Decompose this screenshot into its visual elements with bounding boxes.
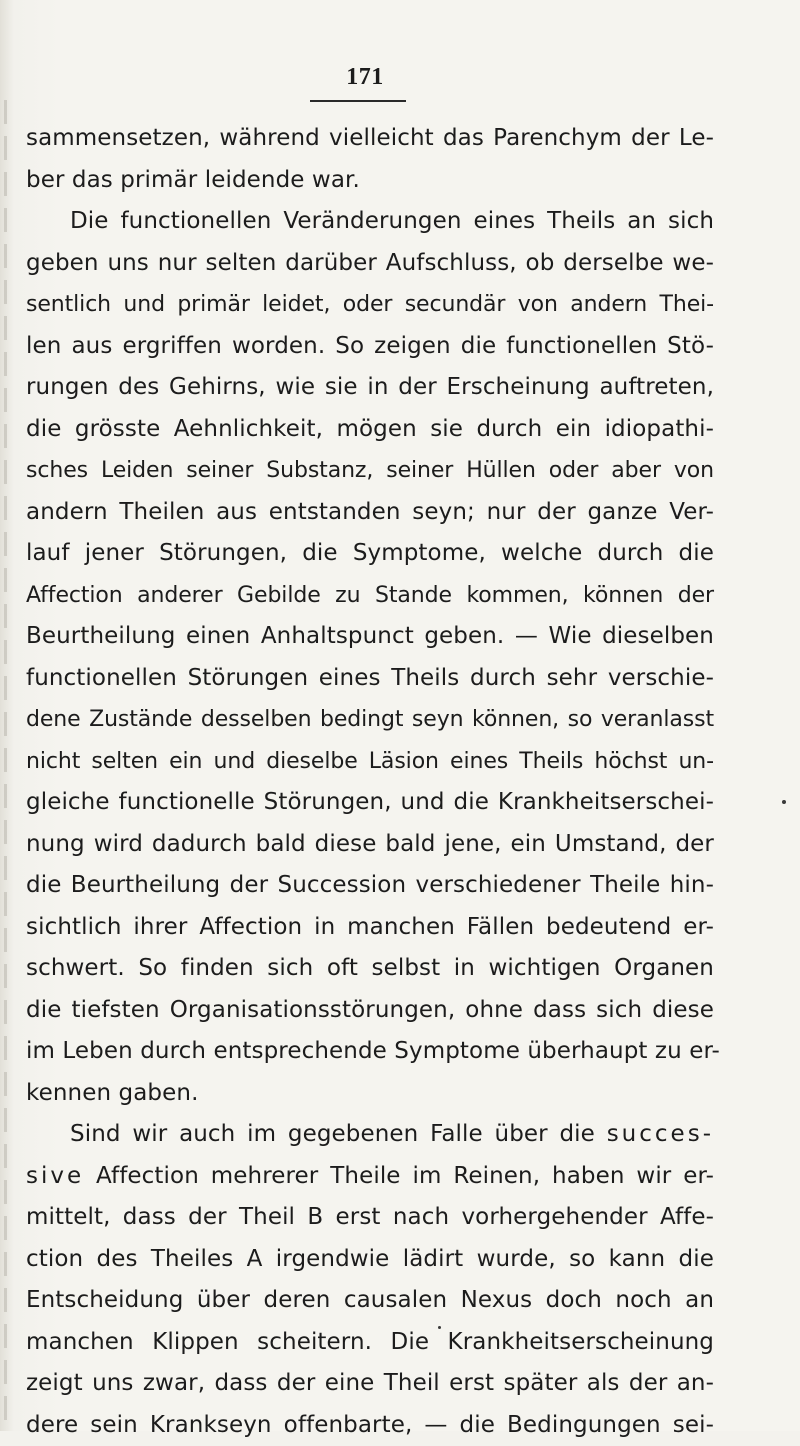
text-line: dene Zustände desselben bedingt seyn können, so veranlasst: [26, 699, 714, 741]
text-line: andern Theilen aus entstanden seyn; nur der ganze Ver-: [26, 492, 714, 534]
text-line: [26, 1114, 714, 1156]
text-span: Sind wir auch im gegebenen Falle über die: [70, 1121, 607, 1147]
text-line: Die functionellen Veränderungen eines Theils an sich: [26, 201, 714, 243]
text-line: die tiefsten Organisationsstörungen, ohne dass sich diese: [26, 990, 714, 1032]
text-line: manchen Klippen scheitern. Die Krankheitserscheinung: [26, 1322, 714, 1364]
text-line: lauf jener Störungen, die Symptome, welche durch die: [26, 533, 714, 575]
text-line: nung wird dadurch bald diese bald jene, ein Umstand, der: [26, 824, 714, 866]
text-line: sches Leiden seiner Substanz, seiner Hüllen oder aber von: [26, 450, 714, 492]
text-line: functionellen Störungen eines Theils durch sehr verschie-: [26, 658, 714, 700]
spaced-emphasis: succes-: [607, 1121, 714, 1147]
text-line: ber das primär leidende war.: [26, 160, 714, 202]
text-line: kennen gaben.: [26, 1073, 714, 1115]
page-number: 171: [330, 64, 400, 91]
text-line: sichtlich ihrer Affection in manchen Fällen bedeutend er-: [26, 907, 714, 949]
text-span: Affection mehrerer Theile im Reinen, haben wir er-: [84, 1163, 714, 1189]
spaced-emphasis: sive: [26, 1163, 84, 1189]
text-line: sammensetzen, während vielleicht das Parenchym der Le-: [26, 118, 714, 160]
text-line: Affection anderer Gebilde zu Stande kommen, können der: [26, 575, 714, 617]
text-line: ction des Theiles A irgendwie lädirt wurde, so kann die: [26, 1239, 714, 1281]
print-speck: [782, 800, 786, 804]
text-line: Entscheidung über deren causalen Nexus doch noch an: [26, 1280, 714, 1322]
print-speck: [438, 1326, 441, 1329]
text-line: rungen des Gehirns, wie sie in der Erscheinung auftreten,: [26, 367, 714, 409]
text-line: Beurtheilung einen Anhaltspunct geben. — Wie dieselben: [26, 616, 714, 658]
text-line: gleiche functionelle Störungen, und die Krankheitserschei-: [26, 782, 714, 824]
text-line: len aus ergriffen worden. So zeigen die functionellen Stö-: [26, 326, 714, 368]
text-line: sentlich und primär leidet, oder secundär von andern Thei-: [26, 284, 714, 326]
text-line: schwert. So finden sich oft selbst in wichtigen Organen: [26, 948, 714, 990]
page-gutter-edge: [4, 100, 7, 1420]
text-line: im Leben durch entsprechende Symptome überhaupt zu er-: [26, 1031, 714, 1073]
text-line: dere sein Krankseyn offenbarte, — die Bedingungen sei-: [26, 1405, 714, 1446]
text-line: zeigt uns zwar, dass der eine Theil erst später als der an-: [26, 1363, 714, 1405]
body-text: [26, 118, 714, 1446]
text-line: die grösste Aehnlichkeit, mögen sie durch ein idiopathi-: [26, 409, 714, 451]
text-line: mittelt, dass der Theil B erst nach vorhergehender Affe-: [26, 1197, 714, 1239]
text-line: [26, 1156, 714, 1198]
text-line: die Beurtheilung der Succession verschiedener Theile hin-: [26, 865, 714, 907]
text-line: nicht selten ein und dieselbe Läsion eines Theils höchst un-: [26, 741, 714, 783]
text-line: geben uns nur selten darüber Aufschluss, ob derselbe we-: [26, 243, 714, 285]
page-number-rule: [310, 100, 406, 102]
